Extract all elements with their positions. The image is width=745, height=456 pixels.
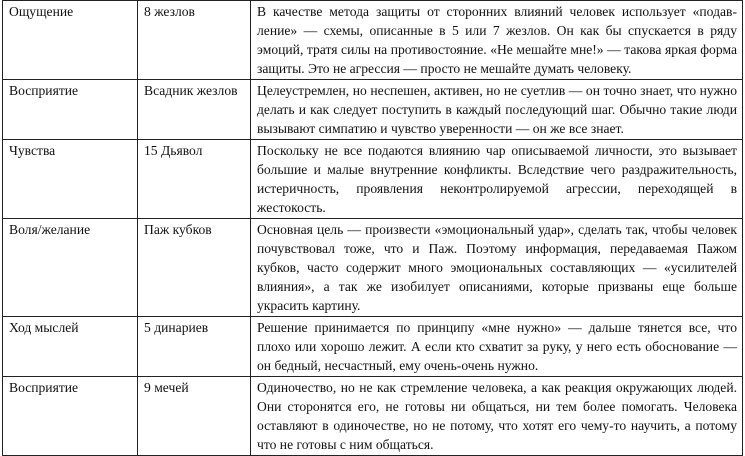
position-cell: Восприятие — [3, 80, 138, 140]
position-cell: Восприятие — [3, 377, 138, 456]
card-cell: 15 Дьявол — [138, 140, 251, 219]
card-cell: Паж кубков — [138, 219, 251, 317]
description-cell: Целеустремлен, но неспешен, активен, но не суетлив — он точно знает, что нужно делать и как следует поступить в каждый последующий шаг. Обычно такие люди вызывают симпатию и чувство уверенности — он же все знает. — [251, 80, 743, 140]
table-row — [3, 140, 743, 219]
tarot-position-table — [2, 0, 743, 456]
table-row — [3, 1, 743, 80]
table-row — [3, 317, 743, 377]
description-cell: Основная цель — произвести «эмоциональный удар», сделать так, чтобы человек почувствовал тоже, что и Паж. Поэтому информация, передаваемая Пажом кубков, часто содержит много эмоциональных составляющих — «усилителей влияния», а так же изобилует описаниями, которые призваны еще больше украсить картину. — [251, 219, 743, 317]
position-cell: Ход мыслей — [3, 317, 138, 377]
table-row — [3, 80, 743, 140]
position-cell: Ощущение — [3, 1, 138, 80]
position-cell: Воля/желание — [3, 219, 138, 317]
description-cell: Решение принимается по принципу «мне нужно» — дальше тянется все, что плохо или хорошо лежит. А если кто схватит за руку, у него есть обоснование — он бедный, несчастный, ему очень-очень нужно. — [251, 317, 743, 377]
table-row — [3, 219, 743, 317]
description-cell: Одиночество, но не как стремление человека, а как реакция окружающих людей. Они сторонятся его, не готовы ни общаться, ни тем более помогать. Человека оставляют в одиночестве, но не потому, что хотят его чему-то научить, а потому что не готовы с ним общаться. — [251, 377, 743, 456]
card-cell: 5 динариев — [138, 317, 251, 377]
position-cell: Чувства — [3, 140, 138, 219]
card-cell: Всадник жезлов — [138, 80, 251, 140]
card-cell: 9 мечей — [138, 377, 251, 456]
card-cell: 8 жезлов — [138, 1, 251, 80]
description-cell: Поскольку не все подаются влиянию чар описываемой личности, это вызывает большие и малые внутренние конфликты. Вследствие чего раздражительность, истеричность, проявления неконтролируемой агрессии, переходящей в жестокость. — [251, 140, 743, 219]
table-row — [3, 377, 743, 456]
description-cell: В качестве метода защиты от сторонних влияний человек использует «подавление» — схемы, описанные в 5 или 7 жезлов. Он как бы спускается в ряду эмоций, тратя силы на противостояние. «Не мешайте мне!» — такова яркая форма защиты. Это не агрессия — просто не мешайте думать человеку. — [251, 1, 743, 80]
